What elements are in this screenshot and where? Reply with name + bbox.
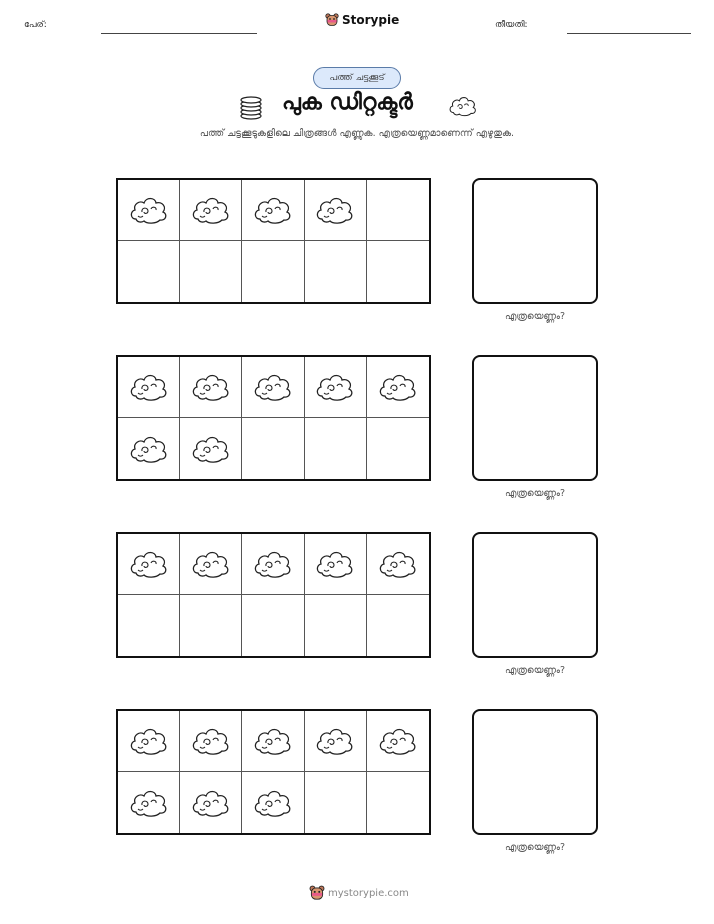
ten-frame-cell — [242, 534, 304, 595]
ten-frame-cell — [180, 357, 242, 418]
answer-box[interactable] — [472, 355, 598, 481]
name-label: പേര്: — [24, 20, 47, 30]
ten-frame-cell — [180, 711, 242, 772]
ten-frame — [116, 178, 431, 304]
smoke-cloud-icon — [129, 726, 169, 756]
smoke-cloud-icon — [315, 372, 355, 402]
ten-frame-cell — [305, 711, 367, 772]
smoke-cloud-icon — [378, 549, 418, 579]
smoke-cloud-icon — [191, 434, 231, 464]
ten-frame-cell — [367, 595, 429, 656]
ten-frame — [116, 355, 431, 481]
answer-box[interactable] — [472, 709, 598, 835]
ten-frame-cell — [180, 180, 242, 241]
smoke-cloud-icon — [129, 549, 169, 579]
ten-frame-cell — [118, 418, 180, 479]
ten-frame-cell — [118, 180, 180, 241]
ten-frame-cell — [305, 241, 367, 302]
date-line[interactable] — [567, 33, 691, 34]
smoke-cloud-icon — [315, 726, 355, 756]
smoke-cloud-icon — [129, 788, 169, 818]
ten-frame-cell — [305, 772, 367, 833]
smoke-cloud-icon — [253, 549, 293, 579]
ten-frame-cell — [118, 534, 180, 595]
smoke-cloud-icon — [191, 788, 231, 818]
smoke-cloud-icon — [253, 788, 293, 818]
ten-frame — [116, 532, 431, 658]
smoke-cloud-icon — [253, 726, 293, 756]
ten-frame-cell — [305, 595, 367, 656]
how-many-prompt: എത്രയെണ്ണം? — [504, 488, 566, 499]
footer-url[interactable]: mystorypie.com — [328, 887, 409, 899]
how-many-prompt: എത്രയെണ്ണം? — [504, 311, 566, 322]
ten-frame-cell — [367, 241, 429, 302]
ten-frame-cell — [242, 711, 304, 772]
answer-box[interactable] — [472, 532, 598, 658]
brand-name: Storypie — [342, 13, 400, 27]
ten-frame-cell — [180, 241, 242, 302]
ten-frame-cell — [118, 772, 180, 833]
footer — [309, 884, 409, 902]
ten-frame-cell — [367, 711, 429, 772]
how-many-prompt: എത്രയെണ്ണം? — [504, 842, 566, 853]
bear-icon — [325, 12, 339, 28]
smoke-cloud-icon — [129, 372, 169, 402]
date-label: തീയതി: — [495, 20, 528, 30]
smoke-cloud-icon — [315, 195, 355, 225]
ten-frame-cell — [118, 711, 180, 772]
smoke-cloud-icon — [129, 195, 169, 225]
smoke-cloud-icon — [378, 372, 418, 402]
ten-frame-cell — [180, 418, 242, 479]
smoke-cloud-icon — [191, 372, 231, 402]
smoke-cloud-icon — [191, 549, 231, 579]
smoke-cloud-icon — [129, 434, 169, 464]
ten-frame-cell — [305, 180, 367, 241]
smoke-cloud-icon — [191, 726, 231, 756]
coin-stack-icon — [238, 95, 264, 121]
ten-frame — [116, 709, 431, 835]
ten-frame-cell — [305, 357, 367, 418]
ten-frame-badge: പത്ത് ചട്ടക്കൂട് — [313, 67, 401, 89]
name-line[interactable] — [101, 33, 257, 34]
smoke-cloud-icon — [191, 195, 231, 225]
ten-frame-cell — [367, 180, 429, 241]
brand-logo — [325, 12, 399, 28]
smoke-cloud-icon — [315, 549, 355, 579]
answer-box[interactable] — [472, 178, 598, 304]
ten-frame-cell — [242, 418, 304, 479]
ten-frame-cell — [180, 595, 242, 656]
ten-frame-cell — [305, 418, 367, 479]
ten-frame-cell — [118, 241, 180, 302]
page-title: പുക ഡിറ്റക്ടർ — [282, 90, 413, 115]
smoke-cloud-icon — [378, 726, 418, 756]
ten-frame-cell — [367, 418, 429, 479]
ten-frame-cell — [367, 772, 429, 833]
bear-icon — [309, 884, 325, 902]
ten-frame-cell — [242, 241, 304, 302]
ten-frame-cell — [242, 180, 304, 241]
ten-frame-cell — [118, 595, 180, 656]
ten-frame-cell — [305, 534, 367, 595]
smoke-cloud-icon — [448, 95, 478, 117]
ten-frame-cell — [180, 772, 242, 833]
ten-frame-cell — [118, 357, 180, 418]
smoke-cloud-icon — [253, 195, 293, 225]
instructions: പത്ത് ചട്ടക്കൂടുകളിലെ ചിത്രങ്ങൾ എണ്ണുക. എത്രയെണ്ണമാണെന്ന് എഴുതുക. — [199, 128, 515, 139]
ten-frame-cell — [180, 534, 242, 595]
how-many-prompt: എത്രയെണ്ണം? — [504, 665, 566, 676]
ten-frame-cell — [367, 534, 429, 595]
ten-frame-cell — [242, 595, 304, 656]
ten-frame-cell — [367, 357, 429, 418]
ten-frame-cell — [242, 357, 304, 418]
ten-frame-cell — [242, 772, 304, 833]
smoke-cloud-icon — [253, 372, 293, 402]
